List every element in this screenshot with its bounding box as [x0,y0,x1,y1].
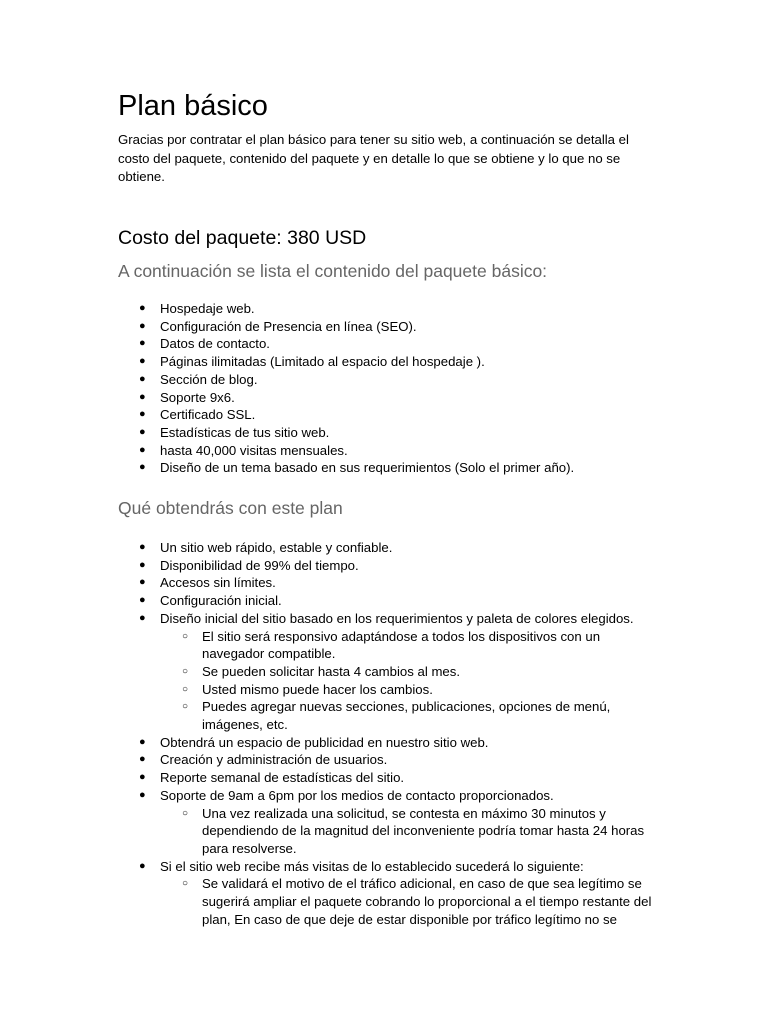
list-item [118,371,658,389]
bullet-icon: ● [139,594,146,607]
sub-list-item [160,681,658,699]
bullet-icon: ● [139,337,146,350]
list-item-text: Puedes agregar nuevas secciones, publicaciones, opciones de menú, imágenes, etc. [202,699,611,733]
list-item [118,406,658,424]
benefits-heading: Qué obtendrás con este plan [118,498,343,518]
list-item-text: Una vez realizada una solicitud, se contesta en máximo 30 minutos y dependiendo de la magnitud del inconveniente podría tomar hasta 24 horas para resolverse. [202,805,645,856]
bullet-icon: ● [139,443,146,456]
sub-list-item [160,663,658,681]
list-item [118,592,658,610]
sub-list-item [160,628,658,663]
bullet-icon: ● [139,319,146,332]
list-item [118,539,658,557]
sub-list-item [160,698,658,733]
list-item [118,557,658,575]
list-item-text: Usted mismo puede hacer los cambios. [202,681,433,697]
bullet-icon: ● [139,576,146,589]
list-item-text: Si el sitio web recibe más visitas de lo establecido sucederá lo siguiente: [160,858,584,874]
list-item-text: Estadísticas de tus sitio web. [160,424,330,440]
bullet-icon: ○ [182,630,189,642]
list-item-text: Se validará el motivo de el tráfico adicional, en caso de que sea legítimo se sugerirá ampliar el paquete cobrando lo proporcional a el tiempo restante del plan, En caso de que deje de estar disponible por tráfico legítimo no se [202,876,652,927]
contents-list [118,300,658,477]
list-item-text: Certificado SSL. [160,407,256,423]
sub-list [160,628,658,734]
list-item [118,734,658,752]
sub-list [160,875,658,928]
list-item-text: Diseño inicial del sitio basado en los requerimientos y paleta de colores elegidos. [160,610,634,626]
list-item-text: Datos de contacto. [160,336,270,352]
list-item [118,751,658,769]
list-item [118,769,658,787]
list-item-text: Soporte 9x6. [160,389,235,405]
bullet-icon: ○ [182,665,189,677]
bullet-icon: ● [139,558,146,571]
bullet-icon: ● [139,390,146,403]
list-item [118,424,658,442]
list-item-text: hasta 40,000 visitas mensuales. [160,442,348,458]
cost-heading: Costo del paquete: 380 USD [118,227,367,249]
list-item [118,300,658,318]
list-item-text: Sección de blog. [160,371,258,387]
list-item-text: Accesos sin límites. [160,575,276,591]
bullet-icon: ● [139,461,146,474]
benefits-list [118,539,658,928]
list-item [118,318,658,336]
list-item-text: Configuración inicial. [160,593,282,609]
list-item [118,389,658,407]
bullet-icon: ● [139,302,146,314]
list-item-text: Diseño de un tema basado en sus requerimientos (Solo el primer año). [160,460,575,476]
list-item [118,787,658,858]
list-item [118,353,658,371]
bullet-icon: ● [139,372,146,385]
bullet-icon: ○ [182,701,189,713]
list-item [118,442,658,460]
sub-list [160,805,658,858]
bullet-icon: ○ [182,878,189,890]
list-item-text: Un sitio web rápido, estable y confiable. [160,540,393,555]
bullet-icon: ● [139,355,146,368]
bullet-icon: ● [139,541,146,553]
list-item-text: Reporte semanal de estadísticas del sitio. [160,770,405,786]
bullet-icon: ● [139,771,146,784]
list-item [118,610,658,734]
bullet-icon: ○ [182,683,189,695]
list-item-text: Obtendrá un espacio de publicidad en nuestro sitio web. [160,734,489,750]
bullet-icon: ● [139,611,146,624]
list-item [118,459,658,477]
bullet-icon: ○ [182,807,189,819]
contents-heading: A continuación se lista el contenido del paquete básico: [118,261,548,281]
list-item-text: El sitio será responsivo adaptándose a todos los dispositivos con un navegador compatible. [202,628,601,662]
sub-list-item [160,805,658,858]
list-item-text: Disponibilidad de 99% del tiempo. [160,557,359,573]
bullet-icon: ● [139,735,146,748]
bullet-icon: ● [139,753,146,766]
list-item [118,574,658,592]
list-item-text: Soporte de 9am a 6pm por los medios de contacto proporcionados. [160,787,554,803]
list-item-text: Se pueden solicitar hasta 4 cambios al mes. [202,663,461,679]
list-item-text: Creación y administración de usuarios. [160,752,388,768]
bullet-icon: ● [139,408,146,421]
list-item [118,335,658,353]
bullet-icon: ● [139,788,146,801]
sub-list-item [160,875,658,928]
intro-paragraph: Gracias por contratar el plan básico para tener su sitio web, a continuación se detalla el costo del paquete, contenido del paquete y en detalle lo que se obtiene y lo que no se obtiene. [118,132,629,184]
page-title: Plan básico [118,90,268,122]
list-item-text: Configuración de Presencia en línea (SEO). [160,318,417,334]
list-item-text: Páginas ilimitadas (Limitado al espacio del hospedaje ). [160,354,485,370]
bullet-icon: ● [139,425,146,438]
list-item-text: Hospedaje web. [160,301,255,316]
bullet-icon: ● [139,859,146,872]
list-item [118,858,658,929]
